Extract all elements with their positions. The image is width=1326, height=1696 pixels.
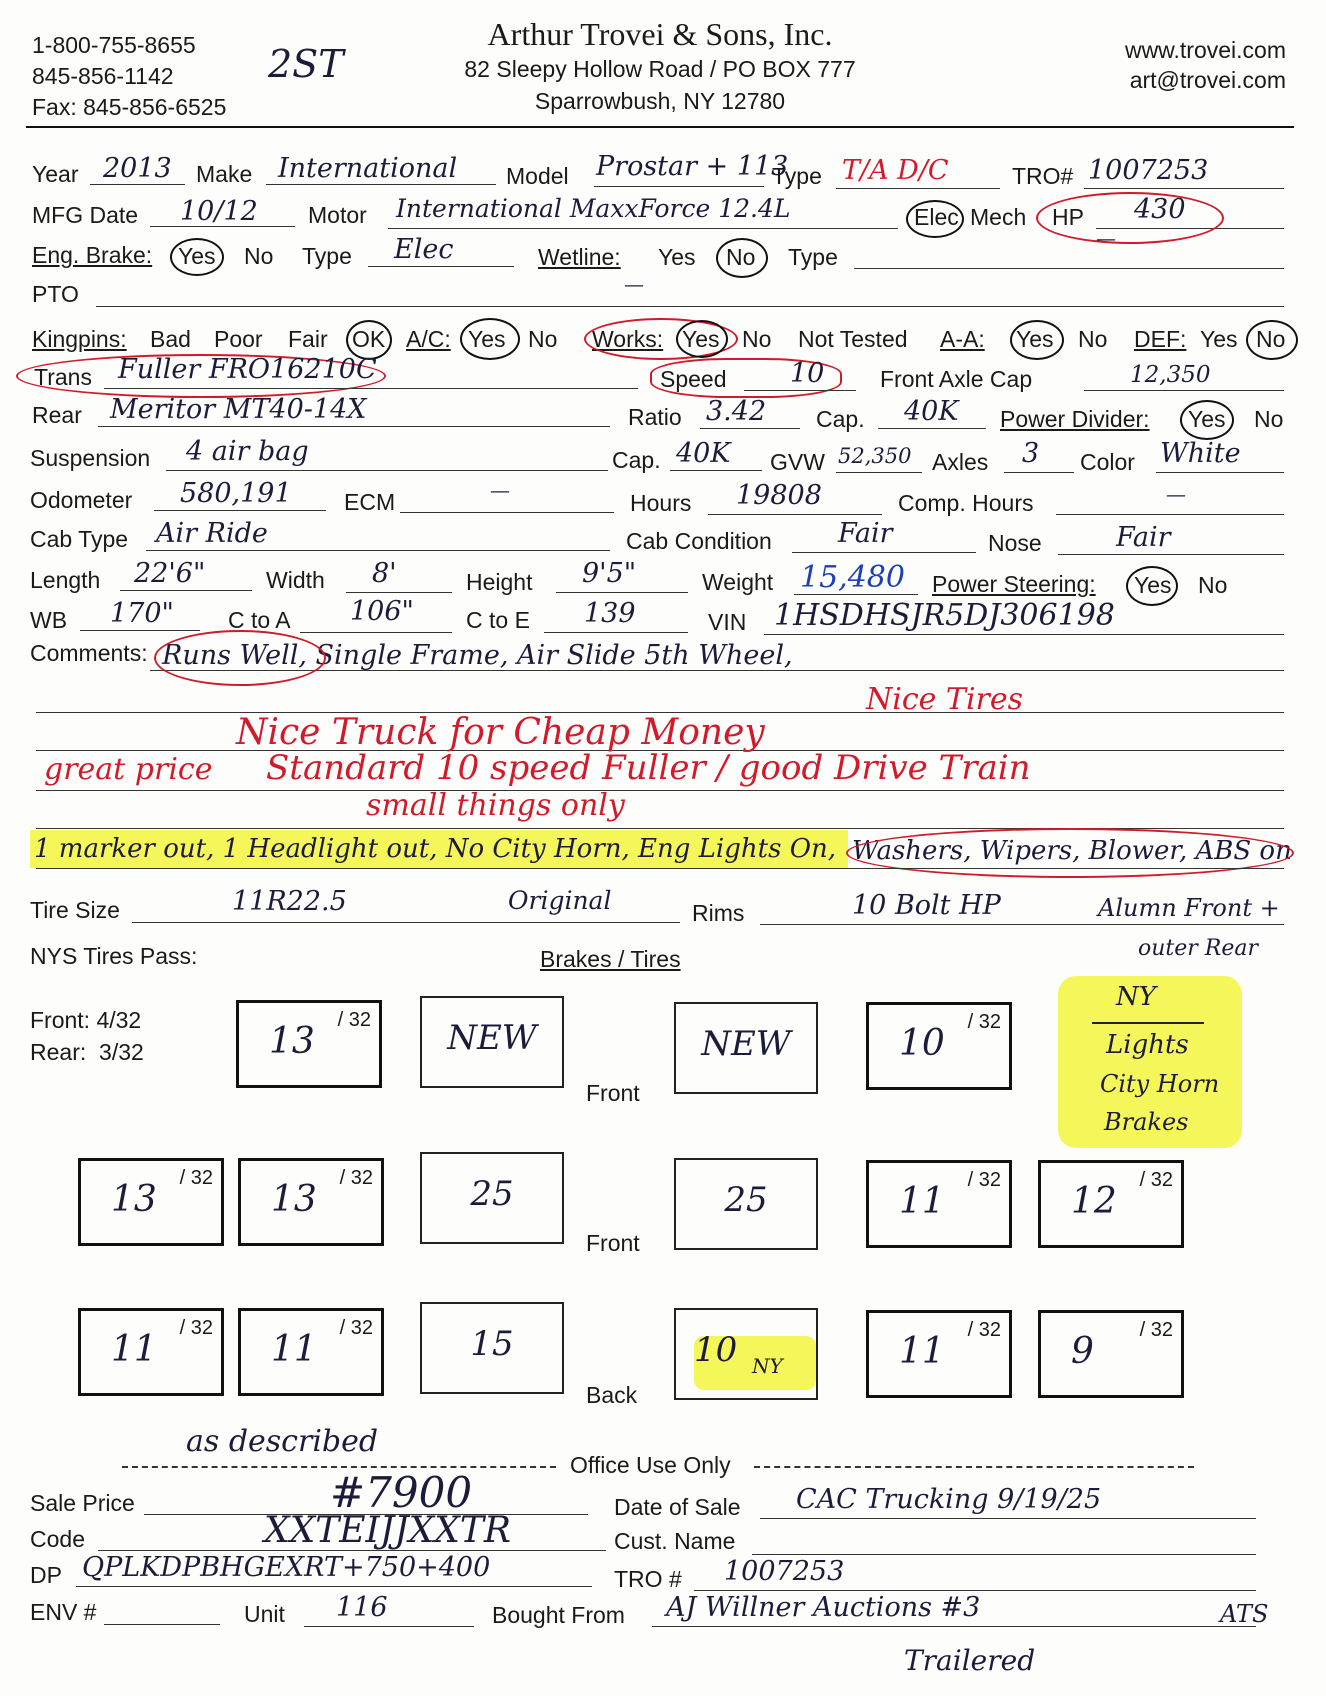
nys-note-brakes: Brakes xyxy=(1104,1108,1189,1136)
height-value: 9'5" xyxy=(582,558,637,589)
length-value: 22'6" xyxy=(134,558,206,589)
color-label: Color xyxy=(1080,449,1135,475)
nose-label: Nose xyxy=(988,530,1042,556)
wb-value: 170" xyxy=(110,598,174,629)
elec-circle xyxy=(906,200,964,238)
motor-value: International MaxxForce 12.4L xyxy=(396,194,791,223)
front-tread-label: Front: 4/32 xyxy=(30,1007,142,1033)
hp-label: HP xyxy=(1052,204,1084,230)
tire-box-r2-2[interactable]: 13 / 32 xyxy=(238,1158,384,1246)
comment-line-5a: 1 marker out, 1 Headlight out, No City Horn, Eng Lights On, xyxy=(34,834,837,864)
front-axle-cap-label: Front Axle Cap xyxy=(880,366,1033,392)
comments-label: Comments: xyxy=(30,640,148,666)
def-no-circle xyxy=(1246,320,1298,360)
office-use-only-label: Office Use Only xyxy=(570,1452,731,1478)
as-described-note: as described xyxy=(186,1424,379,1459)
nys-note-city-horn: City Horn xyxy=(1100,1070,1220,1098)
trans-value: Fuller FRO16210C xyxy=(118,354,377,385)
trailered-note: Trailered xyxy=(904,1644,1036,1677)
rims-value: 10 Bolt HP xyxy=(852,890,1001,921)
weight-label: Weight xyxy=(702,569,774,595)
cab-type-label: Cab Type xyxy=(30,526,129,552)
aa-yes-circle xyxy=(1010,320,1064,360)
ac-yes-circle xyxy=(460,318,520,360)
stock-note: 2ST xyxy=(268,42,344,86)
code-label: Code xyxy=(30,1526,85,1552)
odometer-value: 580,191 xyxy=(180,478,292,509)
eng-brake-yes[interactable]: Yes xyxy=(178,243,216,269)
ecm-label: ECM xyxy=(344,489,396,515)
cab-condition-value: Fair xyxy=(838,518,893,549)
make-label: Make xyxy=(196,161,253,187)
speed-value: 10 xyxy=(790,358,825,389)
runs-well-circle xyxy=(154,630,326,686)
power-divider-yes-circle xyxy=(1180,400,1234,440)
eng-brake-no[interactable]: No xyxy=(244,243,274,269)
company-address-2: Sparrowbush, NY 12780 xyxy=(534,88,786,114)
back-label: Back xyxy=(586,1382,638,1408)
brakes-tires-heading: Brakes / Tires xyxy=(540,946,681,972)
comment-line-1: Runs Well, Single Frame, Air Slide 5th Wheel, xyxy=(162,640,793,671)
length-label: Length xyxy=(30,567,101,593)
kingpins-label: Kingpins: xyxy=(32,326,127,352)
width-value: 8' xyxy=(372,558,397,589)
power-divider-label: Power Divider: xyxy=(1000,406,1150,432)
cab-type-value: Air Ride xyxy=(156,518,268,549)
sale-price-value: #7900 xyxy=(330,1468,473,1517)
tire-box-r3-4[interactable]: 9 / 32 xyxy=(1038,1310,1184,1398)
nys-note-lights: Lights xyxy=(1106,1030,1189,1060)
def-yes[interactable]: Yes xyxy=(1200,326,1238,352)
mfg-date-label: MFG Date xyxy=(32,202,139,228)
rear-cap-label: Cap. xyxy=(816,406,865,432)
company-email: art@trovei.com xyxy=(1129,67,1286,93)
tire-box-r1-1[interactable]: 13 / 32 xyxy=(236,1000,382,1088)
gvw-label: GVW xyxy=(770,449,825,475)
width-label: Width xyxy=(266,567,325,593)
env-label: ENV # xyxy=(30,1599,97,1625)
bought-from-value: AJ Willner Auctions #3 xyxy=(666,1592,981,1623)
rims-note-2: outer Rear xyxy=(1138,936,1259,961)
ratio-label: Ratio xyxy=(628,404,682,430)
comment-line-4: small things only xyxy=(366,788,625,823)
gvw-value: 52,350 xyxy=(838,444,912,468)
axles-label: Axles xyxy=(932,449,989,475)
eng-brake-type-label: Type xyxy=(302,243,352,269)
brake-box-r3-2[interactable]: 10 NY xyxy=(674,1308,818,1400)
power-steering-yes-circle xyxy=(1126,566,1178,606)
comp-hours-dash: — xyxy=(1166,482,1186,506)
tire-note: Original xyxy=(508,886,612,915)
unit-label: Unit xyxy=(244,1601,285,1627)
company-name: Arthur Trovei & Sons, Inc. xyxy=(487,16,833,52)
aa-no[interactable]: No xyxy=(1078,326,1108,352)
brake-box-r2-1[interactable]: 25 xyxy=(420,1152,564,1244)
works-label: Works: xyxy=(592,326,664,352)
pto-dash: — xyxy=(624,272,644,296)
rims-label: Rims xyxy=(692,900,745,926)
year-label: Year xyxy=(32,161,79,187)
brake-box-r3-1[interactable]: 15 xyxy=(420,1302,564,1394)
tire-box-r2-3[interactable]: 11 / 32 xyxy=(866,1160,1012,1248)
unit-value: 116 xyxy=(336,1592,388,1623)
tire-size-label: Tire Size xyxy=(30,897,120,923)
model-label: Model xyxy=(506,163,569,189)
wetline-type-label: Type xyxy=(788,244,838,270)
wetline-no-circle xyxy=(716,238,768,278)
works-yes-circle xyxy=(676,320,728,358)
year-value: 2013 xyxy=(103,153,172,184)
odometer-label: Odometer xyxy=(30,487,133,513)
company-address-1: 82 Sleepy Hollow Road / PO BOX 777 xyxy=(464,56,856,82)
kingpins-fair[interactable]: Fair xyxy=(288,326,328,352)
date-of-sale-label: Date of Sale xyxy=(614,1494,741,1520)
c-to-e-value: 139 xyxy=(584,598,636,629)
cust-name-label: Cust. Name xyxy=(614,1528,736,1554)
height-label: Height xyxy=(466,569,533,595)
c-to-a-value: 106" xyxy=(350,596,414,627)
power-steering-yes[interactable]: Yes xyxy=(1134,572,1172,598)
def-no[interactable]: No xyxy=(1256,326,1286,352)
elec-option[interactable]: Elec xyxy=(914,204,959,230)
ac-no[interactable]: No xyxy=(528,326,558,352)
hp-dash: — xyxy=(1096,226,1116,250)
brake-box-r2-2[interactable]: 25 xyxy=(674,1158,818,1250)
bought-from-label: Bought From xyxy=(492,1602,625,1628)
dp-value: QPLKDPBHGEXRT+750+400 xyxy=(82,1552,491,1583)
motor-label: Motor xyxy=(308,202,367,228)
power-steering-no[interactable]: No xyxy=(1198,572,1228,598)
cab-condition-label: Cab Condition xyxy=(626,528,772,554)
date-of-sale-value: CAC Trucking 9/19/25 xyxy=(796,1484,1102,1515)
sale-price-label: Sale Price xyxy=(30,1490,135,1516)
hours-label: Hours xyxy=(630,490,692,516)
works-not-tested[interactable]: Not Tested xyxy=(798,326,908,352)
ats-note: ATS xyxy=(1220,1600,1269,1628)
tire-box-r3-1[interactable]: 11 / 32 xyxy=(78,1308,224,1396)
kingpins-poor[interactable]: Poor xyxy=(214,326,263,352)
ac-yes[interactable]: Yes xyxy=(468,326,506,352)
susp-cap-label: Cap. xyxy=(612,447,661,473)
brake-box-r1-2[interactable]: NEW xyxy=(674,1002,818,1094)
type-value: T/A D/C xyxy=(842,155,949,186)
pto-label: PTO xyxy=(32,281,79,307)
rear-tread-label: Rear: 3/32 xyxy=(30,1039,144,1065)
suspension-label: Suspension xyxy=(30,445,151,471)
wetline-yes[interactable]: Yes xyxy=(658,244,696,270)
front-label-1: Front xyxy=(586,1080,640,1106)
def-label: DEF: xyxy=(1134,326,1187,352)
brake-box-r1-1[interactable]: NEW xyxy=(420,996,564,1088)
rear-label: Rear xyxy=(32,402,82,428)
fax-number: Fax: 845-856-6525 xyxy=(32,94,227,120)
ecm-dash: — xyxy=(490,478,510,502)
mech-option[interactable]: Mech xyxy=(970,204,1027,230)
comment-line-5b: Washers, Wipers, Blower, ABS on xyxy=(852,836,1292,866)
vin-label: VIN xyxy=(708,609,747,635)
wetline-no[interactable]: No xyxy=(726,244,756,270)
tro-value: 1007253 xyxy=(1088,155,1209,186)
eng-brake-yes-circle xyxy=(170,238,224,276)
tire-box-r3-3[interactable]: 11 / 32 xyxy=(866,1310,1012,1398)
suspension-value: 4 air bag xyxy=(186,436,309,467)
ratio-value: 3.42 xyxy=(706,396,767,427)
comment-line-3b: Standard 10 speed Fuller / good Drive Train xyxy=(266,748,1031,788)
wetline-label: Wetline: xyxy=(538,244,621,270)
phone-2: 845-856-1142 xyxy=(32,63,174,89)
hp-circle xyxy=(1036,192,1224,244)
dp-label: DP xyxy=(30,1562,62,1588)
kingpins-ok[interactable]: OK xyxy=(352,326,386,352)
nys-tires-pass-label: NYS Tires Pass: xyxy=(30,943,198,969)
tire-box-r2-4[interactable]: 12 / 32 xyxy=(1038,1160,1184,1248)
color-value: White xyxy=(1160,438,1241,469)
axles-value: 3 xyxy=(1022,438,1040,469)
rear-value: Meritor MT40-14X xyxy=(110,394,367,425)
type-label: Type xyxy=(772,163,822,189)
nice-tires-note: Nice Tires xyxy=(866,682,1024,717)
tire-size-value: 11R22.5 xyxy=(232,886,347,917)
rear-cap-value: 40K xyxy=(904,396,959,427)
code-value: XXTEIJJXXTR xyxy=(264,1510,512,1551)
tire-box-r1-2[interactable]: 10 / 32 xyxy=(866,1002,1012,1090)
ac-label: A/C: xyxy=(406,326,451,352)
speed-label: Speed xyxy=(660,366,727,392)
aa-label: A-A: xyxy=(940,326,985,352)
tro-hash-label: TRO # xyxy=(614,1566,682,1592)
company-website: www.trovei.com xyxy=(1124,37,1286,63)
comment-line-2: Nice Truck for Cheap Money xyxy=(236,712,765,753)
c-to-e-label: C to E xyxy=(466,607,530,633)
tire-box-r2-1[interactable]: 13 / 32 xyxy=(78,1158,224,1246)
header-rule xyxy=(26,126,1294,128)
hp-value: 430 xyxy=(1134,194,1186,225)
tro-label: TRO# xyxy=(1012,163,1074,189)
eng-brake-label: Eng. Brake: xyxy=(32,242,153,268)
c-to-a-label: C to A xyxy=(228,607,291,633)
tire-box-r3-2[interactable]: 11 / 32 xyxy=(238,1308,384,1396)
tro-hash-value: 1007253 xyxy=(724,1556,845,1587)
phone-1: 1-800-755-8655 xyxy=(32,32,196,58)
comment-line-3a: great price xyxy=(44,752,213,787)
susp-cap-value: 40K xyxy=(676,438,731,469)
weight-value: 15,480 xyxy=(800,560,905,595)
model-value: Prostar + 113 xyxy=(596,151,789,182)
wb-label: WB xyxy=(30,607,68,633)
aa-yes[interactable]: Yes xyxy=(1016,326,1054,352)
comp-hours-label: Comp. Hours xyxy=(898,490,1034,516)
kingpins-bad[interactable]: Bad xyxy=(150,326,191,352)
front-label-2: Front xyxy=(586,1230,640,1256)
rims-note-1: Alumn Front + xyxy=(1098,894,1280,922)
eng-brake-type-value: Elec xyxy=(394,234,454,265)
mfg-date-value: 10/12 xyxy=(180,196,258,227)
hours-value: 19808 xyxy=(736,480,822,511)
washers-circle xyxy=(846,828,1294,878)
trans-label: Trans xyxy=(34,364,92,390)
nose-value: Fair xyxy=(1116,522,1171,553)
vin-value: 1HSDHSJR5DJ306198 xyxy=(774,598,1115,633)
make-value: International xyxy=(278,153,458,184)
power-divider-no[interactable]: No xyxy=(1254,406,1284,432)
works-no[interactable]: No xyxy=(742,326,772,352)
nys-note-title: NY xyxy=(1116,982,1156,1012)
power-divider-yes[interactable]: Yes xyxy=(1188,406,1226,432)
works-yes[interactable]: Yes xyxy=(682,326,720,352)
power-steering-label: Power Steering: xyxy=(932,571,1096,597)
front-axle-cap-value: 12,350 xyxy=(1130,362,1211,388)
